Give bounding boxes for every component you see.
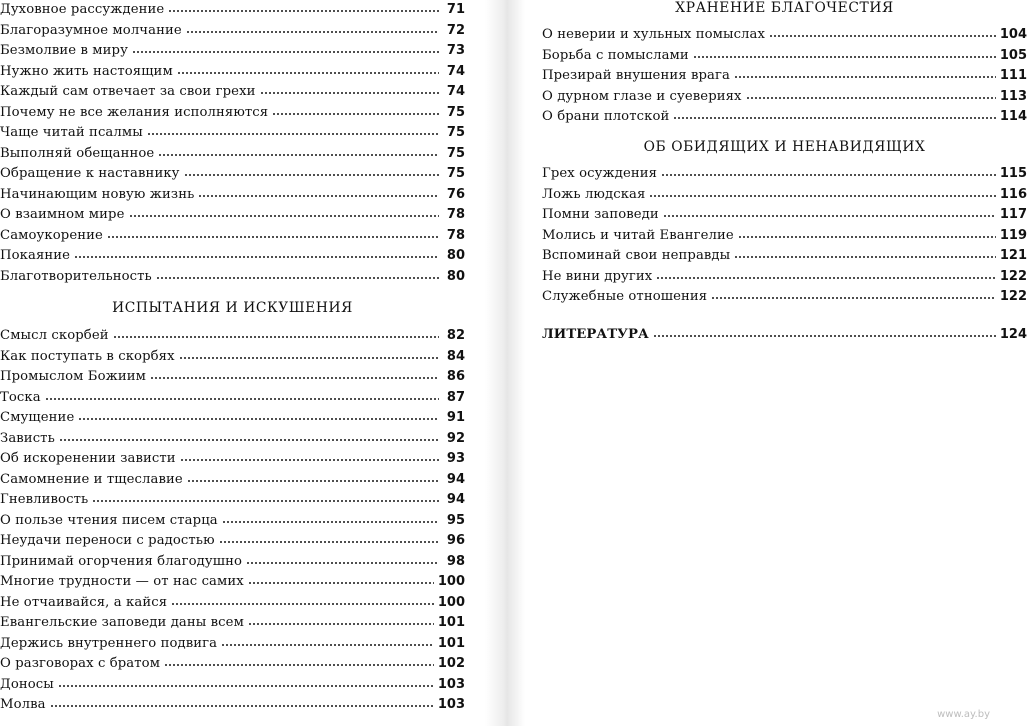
toc-entry-literature [542,325,1027,346]
toc-entry-page: 98 [446,553,465,569]
toc-dot-leader [649,194,995,198]
toc-dot-leader [177,71,439,75]
toc-entry-title: Не отчаивайся, а кайся [0,594,168,610]
toc-entry [0,0,465,21]
toc-entry-page: 72 [446,22,465,38]
toc-entry-title: Презирай внушения врага [542,68,730,83]
toc-entry-title: Каждый сам отвечает за свои грехи [0,84,256,99]
toc-entry-title: О разговорах с братом [0,656,161,671]
toc-dot-leader [248,581,434,585]
toc-entry-page: 102 [437,656,465,671]
toc-list-trials [0,326,465,716]
toc-entry [0,470,465,491]
toc-dot-leader [74,255,439,259]
toc-entry-title: Безмолвие в миру [0,43,128,58]
toc-entry [0,326,465,347]
toc-entry [0,41,465,62]
toc-entry-title: Духовное рассуждение [0,2,165,17]
toc-entry-title: Промыслом Божиим [0,369,146,384]
toc-entry-page: 114 [999,109,1027,124]
toc-entry-page: 119 [999,227,1027,243]
toc-entry-title: Выполняй обещанное [0,145,155,161]
toc-list-intro [0,0,465,287]
toc-entry-page: 82 [446,328,465,343]
toc-dot-leader [693,55,996,59]
section-heading-trials: ИСПЫТАНИЯ И ИСКУШЕНИЯ [112,300,353,316]
toc-entry-title: Держись внутреннего подвига [0,635,218,651]
toc-entry-title: Самомнение и тщеславие [0,471,183,487]
toc-dot-leader [132,50,439,54]
toc-dot-leader [92,499,439,503]
toc-dot-leader [656,276,996,280]
toc-entry [0,82,465,103]
toc-entry-page: 71 [446,2,465,17]
toc-dot-leader [738,235,996,239]
toc-entry-page: 105 [999,47,1027,63]
toc-entry-title: Принимай огорчения благодушно [0,553,243,569]
toc-dot-leader [158,153,439,157]
toc-entry [0,552,465,573]
toc-dot-leader [59,438,439,442]
toc-entry [542,164,1027,185]
toc-entry-title: О брани плотской [542,109,670,124]
toc-entry-title: Служебные отношения [542,289,708,304]
toc-entry [0,429,465,450]
toc-entry [0,531,465,552]
toc-dot-leader [272,112,439,116]
toc-entry-page: 93 [446,451,465,466]
toc-entry [0,21,465,42]
toc-entry [0,654,465,675]
toc-entry [0,388,465,409]
toc-entry [0,62,465,83]
toc-entry-page: 74 [446,84,465,99]
toc-entry-title: Почему не все желания исполняются [0,104,269,120]
toc-entry-title: Как поступать в скорбях [0,348,175,364]
toc-dot-leader [186,30,439,34]
toc-dot-leader [246,561,439,565]
toc-entry-title: О взаимном мире [0,207,125,222]
toc-entry [0,695,465,716]
toc-entry-page: 113 [999,88,1027,104]
toc-entry-page: 96 [446,533,465,548]
toc-entry-title: Вспоминай свои неправды [542,248,731,263]
toc-entry-title: Евангельские заповеди даны всем [0,615,244,630]
toc-entry-title: Молись и читай Евангелие [542,227,734,243]
toc-dot-leader [58,684,434,688]
toc-entry-page: 100 [437,594,465,610]
toc-dot-leader [661,173,996,177]
toc-entry-page: 94 [446,471,465,487]
toc-dot-leader [663,214,996,218]
left-page [0,0,500,726]
toc-entry [0,634,465,655]
toc-dot-leader [180,458,439,462]
toc-entry [0,593,465,614]
toc-entry-title: Доносы [0,676,54,692]
toc-entry-page: 73 [446,43,465,58]
toc-dot-leader [653,334,996,338]
toc-entry-page: 103 [437,697,465,712]
toc-dot-leader [711,296,996,300]
toc-dot-leader [113,335,439,339]
toc-entry-page: 117 [999,207,1027,222]
toc-entry-title: Не вини других [542,268,653,284]
toc-entry [0,511,465,532]
toc-entry [0,123,465,144]
toc-dot-leader [168,9,439,13]
toc-entry-page: 116 [999,186,1027,202]
toc-list-literature [542,325,1027,346]
toc-entry-title: Гневливость [0,492,89,507]
toc-entry [542,25,1027,46]
toc-entry-title: Смысл скорбей [0,328,109,343]
toc-dot-leader [198,194,439,198]
toc-dot-leader [221,643,434,647]
toc-entry-title: Помни заповеди [542,207,659,222]
toc-entry [542,246,1027,267]
toc-dot-leader [222,520,439,524]
toc-entry-page: 75 [446,145,465,161]
toc-entry [542,66,1027,87]
toc-entry-title: Ложь людская [542,186,646,202]
toc-entry-title: О дурном глазе и суевериях [542,88,742,104]
toc-entry-page: 91 [446,410,465,425]
toc-entry [0,490,465,511]
toc-dot-leader [156,276,439,280]
toc-entry-title: О пользе чтения писем старца [0,512,218,528]
toc-entry [542,87,1027,108]
toc-entry-page: 124 [999,327,1027,342]
toc-entry-title: Благоразумное молчание [0,22,182,38]
toc-entry-page: 84 [446,348,465,364]
toc-entry [0,164,465,185]
toc-entry-page: 87 [446,389,465,405]
toc-entry-page: 122 [999,289,1027,304]
toc-entry [0,226,465,247]
toc-entry [0,367,465,388]
toc-entry-title: Покаяние [0,248,71,263]
toc-entry [0,613,465,634]
toc-dot-leader [673,116,995,120]
toc-entry [0,144,465,165]
toc-entry-title: Чаще читай псалмы [0,125,143,140]
toc-entry [542,287,1027,308]
toc-dot-leader [260,91,440,95]
toc-entry [0,267,465,288]
toc-entry-title: Неудачи переноси с радостью [0,533,215,548]
toc-dot-leader [179,356,439,360]
toc-entry [0,572,465,593]
toc-dot-leader [219,540,439,544]
toc-entry [0,408,465,429]
toc-entry [0,185,465,206]
toc-dot-leader [187,479,439,483]
toc-entry-title: Благотворительность [0,268,152,284]
toc-entry-page: 78 [446,227,465,243]
toc-entry-page: 94 [446,492,465,507]
toc-entry-title: Зависть [0,430,55,446]
toc-entry [0,103,465,124]
toc-entry-page: 111 [999,68,1027,83]
toc-entry [542,267,1027,288]
toc-entry-page: 75 [446,125,465,140]
toc-dot-leader [129,214,439,218]
toc-dot-leader [184,173,439,177]
toc-dot-leader [248,622,434,626]
toc-dot-leader [45,397,439,401]
toc-entry-page: 78 [446,207,465,222]
toc-entry-title: Многие трудности — от нас самих [0,574,244,589]
toc-entry-title: Об искоренении зависти [0,451,176,466]
toc-list-piety [542,25,1027,128]
toc-entry-title: Самоукорение [0,227,103,243]
toc-dot-leader [78,417,439,421]
toc-entry-page: 80 [446,248,465,263]
toc-dot-leader [50,704,434,708]
toc-entry-title: Обращение к наставнику [0,166,180,181]
toc-entry-page: 95 [446,512,465,528]
toc-entry-page: 75 [446,104,465,120]
toc-dot-leader [147,132,439,136]
toc-entry-title: Нужно жить настоящим [0,63,173,79]
toc-entry-title: Тоска [0,389,41,405]
toc-dot-leader [171,602,434,606]
toc-entry-page: 76 [446,186,465,202]
toc-entry-page: 80 [446,268,465,284]
toc-dot-leader [769,34,996,38]
toc-entry [0,246,465,267]
toc-entry-page: 115 [999,166,1027,181]
toc-entry-page: 86 [446,369,465,384]
toc-entry [0,205,465,226]
toc-dot-leader [746,96,996,100]
toc-entry-page: 101 [437,615,465,630]
toc-entry [542,205,1027,226]
watermark: www.ay.by [937,709,990,720]
toc-entry [542,226,1027,247]
toc-entry-title: Борьба с помыслами [542,47,689,63]
toc-entry-page: 74 [446,63,465,79]
right-page [512,0,1027,726]
toc-entry-page: 122 [999,268,1027,284]
toc-entry [542,46,1027,67]
section-heading-offenders: ОБ ОБИДЯЩИХ И НЕНАВИДЯЩИХ [643,139,926,155]
toc-entry [542,107,1027,128]
toc-entry-title: О неверии и хульных помыслах [542,27,766,42]
toc-entry-page: 92 [446,430,465,446]
toc-entry-title: Начинающим новую жизнь [0,186,195,202]
toc-dot-leader [734,255,996,259]
toc-entry [542,185,1027,206]
toc-dot-leader [734,75,996,79]
toc-dot-leader [164,663,434,667]
toc-entry-page: 100 [437,574,465,589]
section-heading-piety: ХРАНЕНИЕ БЛАГОЧЕСТИЯ [675,0,894,16]
toc-entry-page: 75 [446,166,465,181]
toc-entry-title: Смущение [0,410,75,425]
toc-entry-page: 121 [999,248,1027,263]
toc-entry-title: ЛИТЕРАТУРА [542,327,649,342]
toc-list-offenders [542,164,1027,308]
toc-entry-page: 104 [999,27,1027,42]
toc-dot-leader [150,376,439,380]
toc-entry [0,347,465,368]
toc-entry [0,675,465,696]
toc-entry-page: 103 [437,676,465,692]
toc-dot-leader [107,235,439,239]
toc-entry-title: Молва [0,697,46,712]
toc-entry [0,449,465,470]
toc-entry-title: Грех осуждения [542,166,658,181]
toc-entry-page: 101 [437,635,465,651]
